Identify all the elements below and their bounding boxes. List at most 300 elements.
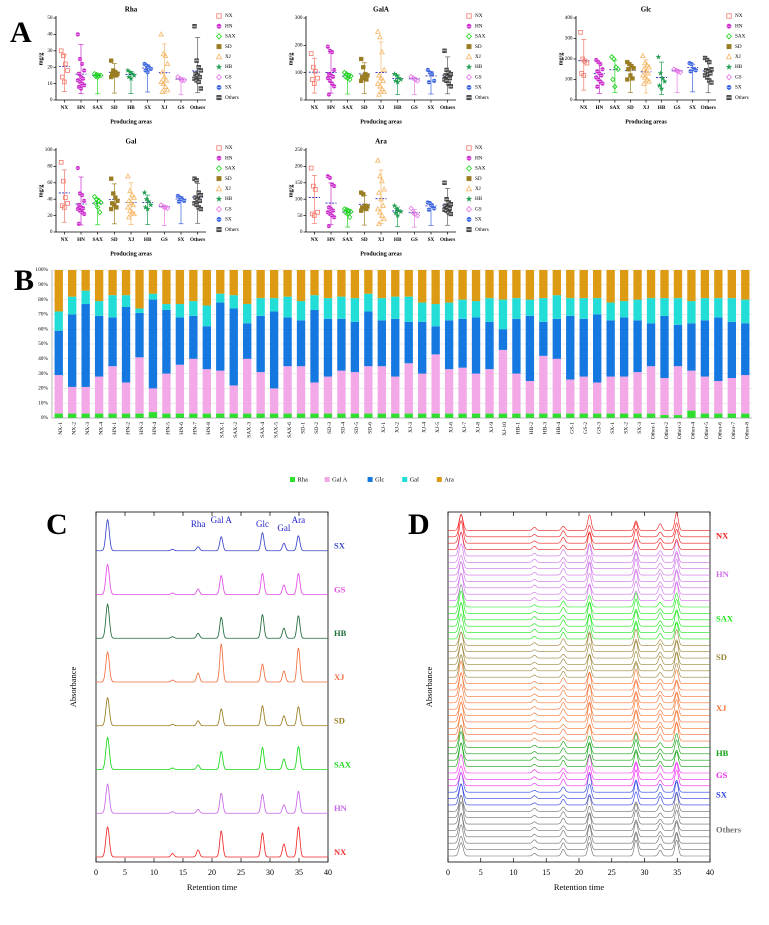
legend-label: SX <box>475 216 482 223</box>
legend-swatch-gal <box>402 477 407 482</box>
chromatogram-trace-sax <box>448 603 710 620</box>
bar-segment-ara <box>283 270 291 297</box>
plot-frame <box>96 512 328 862</box>
bar-segment-gal-a <box>216 371 224 414</box>
bar-group <box>391 270 399 418</box>
y-axis-label: mg/g <box>558 52 565 66</box>
trace-label-sd: SD <box>334 715 345 726</box>
chart-title: Glc <box>640 5 652 14</box>
bar-segment-gal-a <box>324 377 332 414</box>
bar-segment-rha <box>310 414 318 418</box>
bar-segment-gal <box>687 301 695 323</box>
bar-segment-gal <box>108 295 116 317</box>
chart-title: Ara <box>375 137 387 146</box>
bar-segment-gal-a <box>68 387 76 414</box>
bar-segment-ara <box>458 270 466 300</box>
panel-a-letter: A <box>10 16 32 49</box>
bar-segment-ara <box>55 270 63 311</box>
chromatogram-trace-others <box>448 794 710 812</box>
x-tick-label: HN-8 <box>206 422 213 435</box>
bar-segment-gal <box>81 291 89 304</box>
y-tick-label: 0 <box>49 229 53 236</box>
y-tick-label: 90% <box>38 282 48 289</box>
bar-group <box>445 270 453 418</box>
bar-segment-glc <box>714 317 722 381</box>
x-tick-label: GS <box>160 237 168 244</box>
bar-segment-rha <box>485 414 493 418</box>
x-tick-label: HN-2 <box>125 422 132 435</box>
x-tick-label: NX-3 <box>84 422 91 435</box>
bar-segment-ara <box>593 270 601 298</box>
chromatogram-trace-sd <box>448 653 710 671</box>
bar-segment-gal <box>674 298 682 325</box>
bar-segment-gal <box>418 303 426 322</box>
bar-segment-ara <box>216 270 224 294</box>
x-tick-label: HN <box>77 237 85 244</box>
bar-group <box>485 270 493 418</box>
bar-group <box>243 270 251 418</box>
x-tick-label: XJ <box>377 105 385 112</box>
chromatogram-trace-hn <box>448 532 710 556</box>
x-tick-label: SD <box>361 105 368 112</box>
legend-label: NX <box>225 13 233 20</box>
bar-segment-ara <box>337 270 345 297</box>
bar-segment-ara <box>687 270 695 301</box>
bar-group <box>499 270 507 418</box>
legend-label: SAX <box>475 165 486 172</box>
bar-segment-gal-a <box>418 374 426 414</box>
bar-segment-gal-a <box>149 388 157 412</box>
x-tick-label: 35 <box>295 867 303 877</box>
bar-segment-gal <box>445 303 453 321</box>
legend <box>216 13 239 101</box>
bar-segment-rha <box>593 414 601 418</box>
x-tick-label: HN-4 <box>152 422 159 435</box>
bar-group <box>566 270 574 418</box>
bar-segment-gal-a <box>391 377 399 414</box>
y-tick-label: 50% <box>38 341 48 348</box>
legend-label: HB <box>735 64 743 71</box>
x-tick-label: SX <box>427 105 435 112</box>
bar-segment-gal <box>378 298 386 320</box>
x-tick-label: 5 <box>478 867 483 877</box>
bar-segment-ara <box>553 270 561 295</box>
chromatogram-trace-others <box>448 825 710 843</box>
bar-segment-rha <box>351 414 359 418</box>
chromatogram-trace-nx <box>448 521 710 543</box>
y-tick-label: 250 <box>294 147 303 154</box>
bar-segment-gal-a <box>310 382 318 413</box>
bar-segment-rha <box>458 414 466 418</box>
bar-segment-glc <box>405 322 413 363</box>
bar-segment-rha <box>526 414 534 418</box>
bar-segment-gal <box>203 306 211 327</box>
bar-group <box>539 270 547 418</box>
bar-segment-rha <box>55 414 63 418</box>
x-tick-label: Other-5 <box>704 422 711 440</box>
x-axis-label: Retention time <box>186 881 238 892</box>
bar-segment-ara <box>81 270 89 291</box>
bar-segment-gal-a <box>606 377 614 414</box>
bar-segment-gal <box>741 300 749 324</box>
bar-segment-ara <box>176 270 184 304</box>
legend-label: NX <box>475 13 483 20</box>
legend-label: NX <box>735 13 743 20</box>
bar-segment-ara <box>122 270 130 295</box>
group-label-sd: SD <box>716 652 727 663</box>
bar-segment-ara <box>472 270 480 301</box>
y-tick-label: 100 <box>44 147 53 154</box>
scatter-plot-gala <box>288 6 488 126</box>
bar-segment-ara <box>310 270 318 295</box>
bar-segment-ara <box>351 270 359 298</box>
bar-segment-rha <box>391 414 399 418</box>
bar-segment-rha <box>122 414 130 418</box>
x-tick-label: 30 <box>640 867 649 877</box>
bar-group <box>431 270 439 418</box>
y-tick-label: 300 <box>564 35 573 42</box>
bar-segment-ara <box>741 270 749 300</box>
bar-segment-glc <box>189 316 197 359</box>
bar-group <box>297 270 305 418</box>
x-tick-label: 15 <box>542 867 551 877</box>
bar-segment-gal <box>566 298 574 316</box>
bar-group <box>203 270 211 418</box>
chromatogram-trace-sd <box>448 632 710 652</box>
bar-segment-rha <box>674 415 682 418</box>
x-tick-label: XJ-6 <box>448 422 455 433</box>
legend-label: Rha <box>297 476 308 484</box>
bar-segment-ara <box>714 270 722 298</box>
bar-group <box>580 270 588 418</box>
bar-segment-ara <box>418 270 426 303</box>
x-axis-label: Producing areas <box>110 119 152 126</box>
bar-segment-glc <box>391 319 399 377</box>
legend-label: SX <box>225 84 232 91</box>
bar-segment-ara <box>68 270 76 297</box>
y-tick-label: 300 <box>294 15 303 22</box>
group-label-xj: XJ <box>716 703 727 714</box>
bar-segment-glc <box>270 311 278 388</box>
x-tick-label: HB <box>657 105 666 112</box>
bar-segment-ara <box>633 270 641 300</box>
bar-segment-glc <box>445 320 453 369</box>
x-tick-label: XJ-2 <box>394 422 401 433</box>
x-tick-label: HB <box>143 237 152 244</box>
bar-segment-gal <box>606 303 614 321</box>
chromatogram-trace-xj <box>448 714 710 735</box>
y-axis-label: mg/g <box>38 52 45 66</box>
bar-segment-gal <box>539 298 547 322</box>
y-tick-label: 200 <box>294 42 303 49</box>
bar-segment-glc <box>176 317 184 364</box>
legend <box>290 476 454 483</box>
x-tick-label: HN-1 <box>111 422 118 435</box>
bar-segment-gal-a <box>297 366 305 413</box>
bar-segment-rha <box>203 414 211 418</box>
bar-segment-gal-a <box>647 366 655 413</box>
bar-group <box>122 270 130 418</box>
x-tick-label: GS-1 <box>569 422 576 434</box>
x-tick-label: XJ-10 <box>502 422 509 436</box>
bar-segment-ara <box>526 270 534 300</box>
bar-segment-gal-a <box>431 354 439 413</box>
bar-segment-rha <box>620 414 628 418</box>
legend-label: Others <box>475 226 489 233</box>
bar-segment-glc <box>593 314 601 382</box>
bar-segment-glc <box>633 320 641 372</box>
bar-segment-glc <box>472 317 480 373</box>
y-tick-label: 0 <box>569 97 573 104</box>
bar-segment-gal <box>593 298 601 314</box>
bar-segment-gal <box>580 298 588 319</box>
bar-segment-rha <box>283 414 291 418</box>
x-tick-label: 15 <box>179 867 187 877</box>
bar-segment-rha <box>539 414 547 418</box>
bar-segment-gal <box>512 298 520 319</box>
x-tick-label: HN <box>327 105 335 112</box>
y-tick-label: 40% <box>38 356 48 363</box>
x-tick-label: SD-5 <box>354 422 361 434</box>
bar-segment-glc <box>539 322 547 356</box>
bar-segment-glc <box>55 331 63 375</box>
peak-label-ara: Ara <box>291 514 306 525</box>
x-tick-label: XJ-9 <box>488 422 495 433</box>
chromatogram-trace-hb <box>96 604 328 638</box>
y-tick-label: 200 <box>564 56 573 63</box>
bar-segment-glc <box>364 311 372 366</box>
x-tick-label: Other-2 <box>663 422 670 440</box>
y-tick-label: 0 <box>49 97 53 104</box>
bar-segment-gal <box>405 297 413 322</box>
bar-group <box>512 270 520 418</box>
bar-segment-rha <box>176 414 184 418</box>
bar-segment-gal <box>68 297 76 315</box>
x-tick-label: NX <box>310 105 319 112</box>
x-tick-label: XJ-5 <box>434 422 441 433</box>
bar-segment-glc <box>108 317 116 366</box>
bar-group <box>364 270 372 418</box>
bar-segment-gal <box>714 298 722 317</box>
peak-label-gal-a: Gal A <box>210 514 232 525</box>
y-tick-label: 10 <box>47 80 53 87</box>
bar-segment-rha <box>741 414 749 418</box>
y-tick-label: 40 <box>47 31 53 38</box>
bar-segment-gal-a <box>512 374 520 414</box>
bar-group <box>68 270 76 418</box>
legend-label: GS <box>735 74 742 81</box>
x-tick-label: SAX <box>342 105 353 112</box>
bar-segment-gal-a <box>472 374 480 414</box>
chromatogram-trace-nx <box>448 514 710 536</box>
bar-segment-glc <box>701 320 709 376</box>
bar-segment-glc <box>566 316 574 380</box>
x-tick-label: HB <box>393 105 402 112</box>
x-tick-label: GS-2 <box>583 422 590 434</box>
panel-a <box>0 0 769 258</box>
legend-swatch-gal-a <box>325 477 330 482</box>
bar-segment-gal <box>633 300 641 321</box>
x-tick-label: Other-1 <box>650 422 657 440</box>
bar-segment-rha <box>95 414 103 418</box>
x-tick-label: GS <box>177 105 185 112</box>
legend-label: GS <box>475 74 482 81</box>
bar-group <box>55 270 63 418</box>
bar-group <box>162 270 170 418</box>
bar-segment-ara <box>297 270 305 301</box>
x-axis-label: Producing areas <box>625 119 667 126</box>
bar-segment-rha <box>337 414 345 418</box>
bar-segment-gal <box>620 301 628 317</box>
trace-label-hn: HN <box>334 803 347 814</box>
bar-segment-glc <box>485 322 493 369</box>
bar-group <box>283 270 291 418</box>
bar-segment-glc <box>553 319 561 359</box>
x-tick-label: XJ <box>642 105 650 112</box>
chromatogram-trace-sax <box>448 603 710 627</box>
chromatogram-trace-others <box>448 813 710 830</box>
legend-label: NX <box>225 145 233 152</box>
chromatogram-trace-sax <box>448 614 710 632</box>
x-tick-label: NX-2 <box>71 422 78 435</box>
chromatogram-trace-hn <box>448 571 710 588</box>
x-tick-label: SAX-3 <box>246 422 253 438</box>
bar-segment-rha <box>81 414 89 418</box>
bar-segment-ara <box>95 270 103 301</box>
bar-group <box>81 270 89 418</box>
bar-group <box>189 270 197 418</box>
x-tick-label: SD <box>111 105 118 112</box>
x-tick-label: HB-3 <box>542 422 549 435</box>
bar-segment-ara <box>230 270 238 295</box>
bar-segment-gal-a <box>55 375 63 413</box>
y-tick-label: 400 <box>564 15 573 22</box>
bar-segment-gal-a <box>620 377 628 414</box>
legend-swatch-rha <box>290 477 295 482</box>
chromatogram-trace-others <box>448 840 710 856</box>
bar-segment-glc <box>135 313 143 357</box>
x-tick-label: SX-1 <box>609 422 616 434</box>
chromatogram-trace-hn <box>448 544 710 562</box>
bar-segment-gal <box>553 295 561 319</box>
panel-c-plot <box>68 512 352 892</box>
bar-segment-glc <box>378 320 386 366</box>
bar-segment-rha <box>324 414 332 418</box>
x-tick-label: SAX-2 <box>233 422 240 438</box>
x-tick-label: Others <box>440 237 456 244</box>
bar-segment-ara <box>512 270 520 298</box>
bar-segment-ara <box>701 270 709 298</box>
y-tick-label: 30% <box>38 370 48 377</box>
bar-segment-rha <box>606 414 614 418</box>
bar-group <box>472 270 480 418</box>
bar-segment-glc <box>162 310 170 374</box>
group-label-sax: SAX <box>716 613 734 624</box>
bar-segment-rha <box>701 414 709 418</box>
x-tick-label: SX <box>427 237 435 244</box>
panel-a-plots <box>0 0 769 258</box>
bar-group <box>714 270 722 418</box>
x-tick-label: SD-1 <box>300 422 307 434</box>
bar-segment-ara <box>620 270 628 301</box>
x-tick-label: HN-6 <box>179 422 186 435</box>
bar-segment-gal-a <box>633 372 641 413</box>
y-tick-label: 150 <box>294 179 303 186</box>
bar-segment-gal-a <box>189 359 197 414</box>
bar-group <box>620 270 628 418</box>
plot-frame <box>448 512 710 862</box>
bar-segment-gal <box>283 297 291 318</box>
bar-segment-gal <box>256 298 264 316</box>
legend-label: Others <box>225 94 239 101</box>
bar-segment-rha <box>445 414 453 418</box>
trace-label-nx: NX <box>334 846 347 857</box>
x-tick-label: SAX <box>92 105 103 112</box>
bar-segment-gal <box>216 294 224 303</box>
x-tick-label: Others <box>190 105 206 112</box>
x-tick-label: XJ <box>161 105 168 112</box>
bar-segment-rha <box>378 414 386 418</box>
x-tick-label: Others <box>190 237 206 244</box>
group-label-gs: GS <box>716 770 728 781</box>
x-tick-label: SX <box>689 105 696 112</box>
x-tick-label: 0 <box>94 867 98 877</box>
bar-group <box>660 270 668 418</box>
legend-label: Gal <box>409 476 419 484</box>
bar-segment-glc <box>122 307 130 382</box>
bar-segment-glc <box>68 314 76 387</box>
bar-group <box>216 270 224 418</box>
bar-segment-gal <box>243 304 251 323</box>
y-tick-label: 20% <box>38 385 48 392</box>
bar-segment-ara <box>391 270 399 297</box>
x-tick-label: SD-2 <box>313 422 320 434</box>
bar-group <box>351 270 359 418</box>
bar-segment-gal <box>485 298 493 322</box>
bar-segment-gal-a <box>364 366 372 413</box>
legend-label: HN <box>225 155 233 162</box>
bar-segment-gal-a <box>243 359 251 414</box>
legend-label: Glc <box>375 476 385 484</box>
legend-label: SAX <box>225 165 236 172</box>
x-tick-label: 40 <box>324 867 332 877</box>
x-tick-label: SAX <box>609 105 621 112</box>
x-tick-label: GS-3 <box>596 422 603 434</box>
chromatogram-trace-hn <box>448 553 710 569</box>
y-tick-label: 80% <box>38 296 48 303</box>
y-axis-label: mg/g <box>38 184 45 198</box>
bar-group <box>458 270 466 418</box>
x-tick-label: Other-3 <box>677 422 684 440</box>
chromatogram-trace-xj <box>448 673 710 690</box>
x-tick-label: HB-4 <box>556 422 563 435</box>
bar-segment-ara <box>445 270 453 303</box>
legend-label: XJ <box>735 53 741 60</box>
scatter-plot-gal <box>38 138 238 258</box>
chromatogram-trace-hb <box>448 743 710 760</box>
bar-segment-ara <box>135 270 143 308</box>
legend-label: XJ <box>475 53 481 60</box>
x-tick-label: XJ-7 <box>461 422 468 433</box>
bar-segment-rha <box>633 414 641 418</box>
bar-segment-gal <box>55 311 63 330</box>
bar-segment-gal <box>135 308 143 312</box>
x-tick-label: 20 <box>208 867 216 877</box>
y-tick-label: 50 <box>47 15 53 22</box>
panel-d <box>400 490 769 925</box>
chromatogram-trace-gs <box>448 770 710 786</box>
x-tick-label: 10 <box>150 867 158 877</box>
